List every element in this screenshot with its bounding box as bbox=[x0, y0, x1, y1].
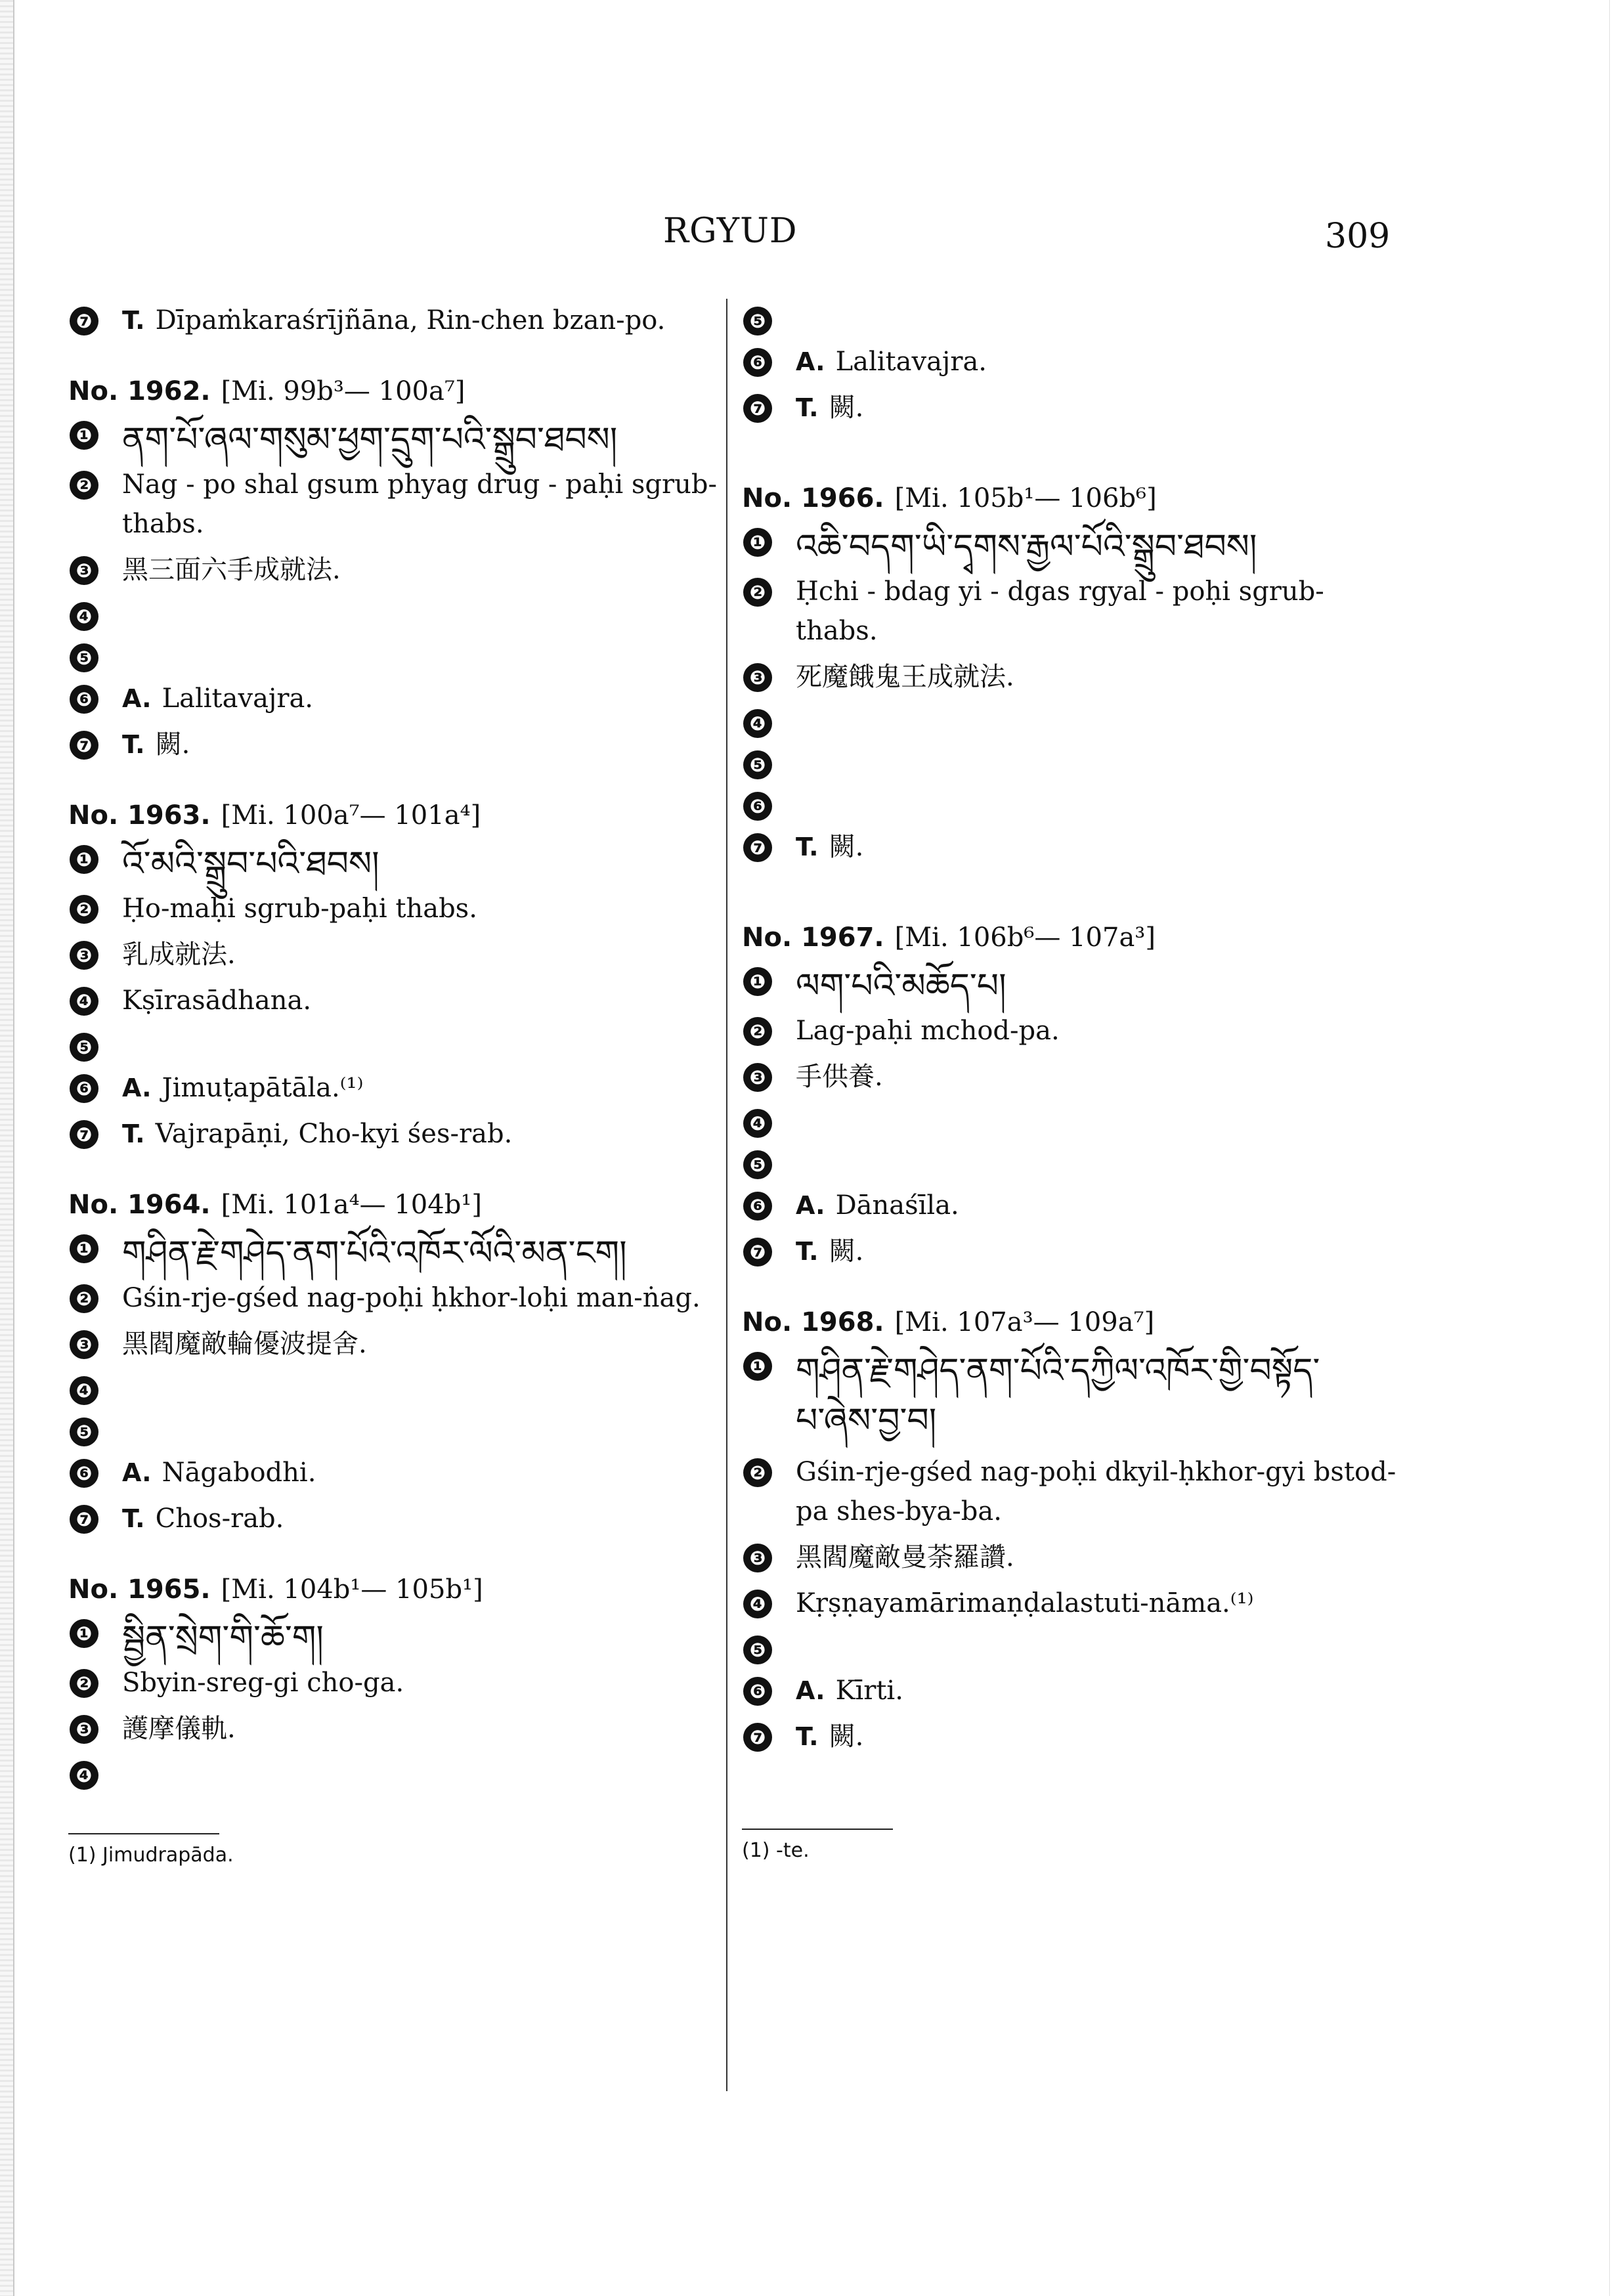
translators: 闕. bbox=[829, 393, 864, 423]
translator-label: T. bbox=[122, 1119, 145, 1148]
translators: 闕. bbox=[829, 832, 864, 862]
transliteration: Ḥo-maḥi sgrub-paḥi thabs. bbox=[122, 894, 477, 924]
page-number: 309 bbox=[1325, 217, 1391, 256]
entry-number: No. 1962. bbox=[68, 376, 211, 406]
bullet-7: ❼ bbox=[70, 1505, 98, 1534]
bullet-4: ❹ bbox=[70, 1376, 98, 1405]
entry-reference: [Mi. 104b¹— 105b¹] bbox=[221, 1574, 483, 1605]
bullet-1: ❶ bbox=[70, 421, 98, 450]
footnote bbox=[742, 1839, 1405, 1862]
author: Jimuṭapātāla.⁽¹⁾ bbox=[162, 1073, 364, 1103]
chinese-title: 死魔餓鬼王成就法. bbox=[796, 662, 1014, 692]
bullet-2: ❷ bbox=[70, 1284, 98, 1313]
chinese-title: 乳成就法. bbox=[122, 940, 236, 970]
translators: 闕. bbox=[829, 1722, 864, 1752]
tibetan-title-cont: པ་ཞེས་བྱ་བ། bbox=[796, 1401, 937, 1440]
entry-number: No. 1968. bbox=[742, 1307, 884, 1337]
bullet-3: ❸ bbox=[70, 1715, 98, 1744]
page-edge-right bbox=[1609, 0, 1623, 2296]
bullet-2: ❷ bbox=[70, 895, 98, 924]
bullet-1: ❶ bbox=[70, 1234, 98, 1263]
author: Lalitavajra. bbox=[162, 683, 314, 714]
translator-label: T. bbox=[796, 1237, 819, 1266]
bullet-6: ❻ bbox=[743, 1192, 772, 1221]
entry-number: No. 1965. bbox=[68, 1574, 211, 1605]
transliteration: Nag - po shal gsum phyag drug - paḥi sgrub-thabs. bbox=[122, 469, 718, 539]
tibetan-title: འཆི་བདག་ཡི་དྭགས་རྒྱལ་པོའི་སྒྲུབ་ཐབས། bbox=[796, 527, 1257, 567]
bullet-3: ❸ bbox=[70, 556, 98, 585]
bullet-2: ❷ bbox=[743, 1458, 772, 1487]
chinese-title: 黑三面六手成就法. bbox=[122, 555, 341, 585]
entry-heading-1967 bbox=[742, 918, 1405, 957]
tibetan-title: སྦྱིན་སྲེག་གི་ཆོ་ག། bbox=[122, 1618, 324, 1658]
transliteration: Ḥchi - bdag yi - dgas rgyal - poḥi sgrub-thabs. bbox=[796, 576, 1324, 646]
bullet-5: ❺ bbox=[743, 1635, 772, 1664]
bullet-4: ❹ bbox=[70, 1761, 98, 1790]
bullet-7: ❼ bbox=[70, 1120, 98, 1149]
sanskrit-title: Kṛṣṇayamārimaṇḍalastuti-nāma.⁽¹⁾ bbox=[796, 1588, 1254, 1618]
tibetan-title: གཤིན་རྗེ་གཤེད་ནག་པོའི་དཀྱིལ་འཁོར་གྱི་བསྟོད་ bbox=[796, 1351, 1320, 1391]
translator-label: T. bbox=[796, 393, 819, 422]
bullet-5: ❺ bbox=[70, 1418, 98, 1446]
author-label: A. bbox=[122, 1073, 152, 1102]
bullet-6: ❻ bbox=[743, 348, 772, 377]
footnote-rule bbox=[742, 1829, 893, 1830]
entry-reference: [Mi. 99b³— 100a⁷] bbox=[221, 376, 465, 406]
bullet-3: ❸ bbox=[743, 1063, 772, 1092]
tibetan-title: གཤིན་རྗེ་གཤེད་ནག་པོའི་འཁོར་ལོའི་མན་ངག། bbox=[122, 1234, 627, 1273]
author-label: A. bbox=[122, 684, 152, 713]
footnote-mark: (1) bbox=[742, 1839, 770, 1862]
bullet-5: ❺ bbox=[743, 1150, 772, 1179]
bullet-6: ❻ bbox=[743, 792, 772, 821]
translators: Chos-rab. bbox=[155, 1504, 284, 1534]
bullet-4: ❹ bbox=[743, 1109, 772, 1138]
entry-heading-1964 bbox=[68, 1185, 725, 1224]
author: Kīrti. bbox=[835, 1676, 903, 1706]
bullet-4: ❹ bbox=[743, 1590, 772, 1618]
bullet-6: ❻ bbox=[743, 1677, 772, 1706]
entry-number: No. 1966. bbox=[742, 483, 884, 513]
column-divider bbox=[726, 299, 727, 2091]
chinese-title: 黑閻魔敵輪優波提舍. bbox=[122, 1329, 367, 1359]
left-column bbox=[68, 301, 725, 1867]
entry-reference: [Mi. 107a³— 109a⁷] bbox=[894, 1307, 1155, 1337]
bullet-2: ❷ bbox=[743, 1017, 772, 1046]
author-label: A. bbox=[796, 1191, 825, 1220]
author: Dānaśīla. bbox=[835, 1190, 959, 1221]
sanskrit-title: Kṣīrasādhana. bbox=[122, 986, 312, 1016]
chinese-title: 手供養. bbox=[796, 1062, 883, 1092]
footnote-mark: (1) bbox=[68, 1844, 97, 1867]
bullet-1: ❶ bbox=[743, 967, 772, 996]
bullet-7: ❼ bbox=[743, 833, 772, 862]
entry-number: No. 1963. bbox=[68, 800, 211, 831]
right-column bbox=[742, 301, 1405, 1862]
tibetan-title: ནག་པོ་ཞལ་གསུམ་ཕྱག་དྲུག་པའི་སྒྲུབ་ཐབས། bbox=[122, 420, 618, 460]
author: Lalitavajra. bbox=[835, 347, 987, 377]
entry-line bbox=[68, 301, 725, 340]
entry-reference: [Mi. 105b¹— 106b⁶] bbox=[894, 483, 1157, 513]
entry-number: No. 1964. bbox=[68, 1190, 211, 1220]
entry-reference: [Mi. 100a⁷— 101a⁴] bbox=[221, 800, 481, 831]
bullet-1: ❶ bbox=[70, 845, 98, 874]
bullet-7: ❼ bbox=[743, 394, 772, 423]
translator-label: T. bbox=[122, 306, 145, 335]
translator-label: T. bbox=[122, 730, 145, 759]
footnote bbox=[68, 1844, 725, 1867]
entry-heading-1968 bbox=[742, 1303, 1405, 1342]
bullet-1: ❶ bbox=[70, 1619, 98, 1648]
bullet-1: ❶ bbox=[743, 1352, 772, 1381]
bullet-2: ❷ bbox=[743, 578, 772, 607]
bullet-7: ❼ bbox=[70, 307, 98, 336]
translators: Vajrapāṇi, Cho-kyi śes-rab. bbox=[155, 1119, 513, 1149]
bullet-6: ❻ bbox=[70, 1074, 98, 1103]
transliteration: Lag-paḥi mchod-pa. bbox=[796, 1016, 1060, 1046]
entry-reference: [Mi. 106b⁶— 107a³] bbox=[894, 922, 1156, 953]
bullet-2: ❷ bbox=[70, 1669, 98, 1698]
page-edge-left bbox=[0, 0, 14, 2296]
footnote-text: Jimudrapāda. bbox=[102, 1844, 234, 1867]
bullet-6: ❻ bbox=[70, 1459, 98, 1488]
translator-label: T. bbox=[796, 833, 819, 861]
translator-label: T. bbox=[796, 1722, 819, 1751]
bullet-7: ❼ bbox=[743, 1723, 772, 1752]
transliteration: Sbyin-sreg-gi cho-ga. bbox=[122, 1668, 404, 1698]
running-title: RGYUD bbox=[663, 211, 798, 251]
bullet-4: ❹ bbox=[70, 602, 98, 631]
bullet-5: ❺ bbox=[70, 643, 98, 672]
entry-heading-1965 bbox=[68, 1570, 725, 1609]
bullet-3: ❸ bbox=[70, 1330, 98, 1359]
transliteration: Gśin-rje-gśed nag-poḥi ḥkhor-loḥi man-ṅag. bbox=[122, 1283, 701, 1313]
bullet-5: ❺ bbox=[70, 1033, 98, 1062]
transliteration: Gśin-rje-gśed nag-poḥi dkyil-ḥkhor-gyi bstod-pa shes-bya-ba. bbox=[796, 1457, 1396, 1527]
bullet-5: ❺ bbox=[743, 750, 772, 779]
bullet-7: ❼ bbox=[743, 1238, 772, 1267]
author-label: A. bbox=[122, 1458, 152, 1487]
translators: 闕. bbox=[829, 1236, 864, 1267]
chinese-title: 護摩儀軌. bbox=[122, 1714, 236, 1744]
footnote-text: -te. bbox=[776, 1839, 810, 1862]
bullet-1: ❶ bbox=[743, 528, 772, 557]
bullet-6: ❻ bbox=[70, 685, 98, 714]
entry-heading-1962 bbox=[68, 372, 725, 411]
translator-label: T. bbox=[122, 1504, 145, 1533]
author: Nāgabodhi. bbox=[162, 1458, 316, 1488]
author-label: A. bbox=[796, 347, 825, 376]
bullet-3: ❸ bbox=[743, 1544, 772, 1572]
footnote-rule bbox=[68, 1833, 219, 1834]
entry-heading-1963 bbox=[68, 796, 725, 835]
bullet-5: ❺ bbox=[743, 307, 772, 336]
bullet-3: ❸ bbox=[70, 941, 98, 970]
tibetan-title: ལག་པའི་མཆོད་པ། bbox=[796, 966, 1006, 1006]
bullet-4: ❹ bbox=[743, 709, 772, 738]
entry-reference: [Mi. 101a⁴— 104b¹] bbox=[221, 1190, 482, 1220]
bullet-7: ❼ bbox=[70, 731, 98, 760]
chinese-title: 黑閻魔敵曼荼羅讚. bbox=[796, 1542, 1014, 1572]
bullet-4: ❹ bbox=[70, 987, 98, 1016]
tibetan-title: འོ་མའི་སྒྲུབ་པའི་ཐབས། bbox=[122, 844, 379, 884]
bullet-2: ❷ bbox=[70, 471, 98, 500]
bullet-3: ❸ bbox=[743, 663, 772, 692]
entry-number: No. 1967. bbox=[742, 922, 884, 953]
translators: Dīpaṁkaraśrījñāna, Rin-chen bzan-po. bbox=[155, 305, 666, 336]
translators: 闕. bbox=[155, 729, 190, 760]
author-label: A. bbox=[796, 1676, 825, 1705]
entry-heading-1966 bbox=[742, 479, 1405, 518]
